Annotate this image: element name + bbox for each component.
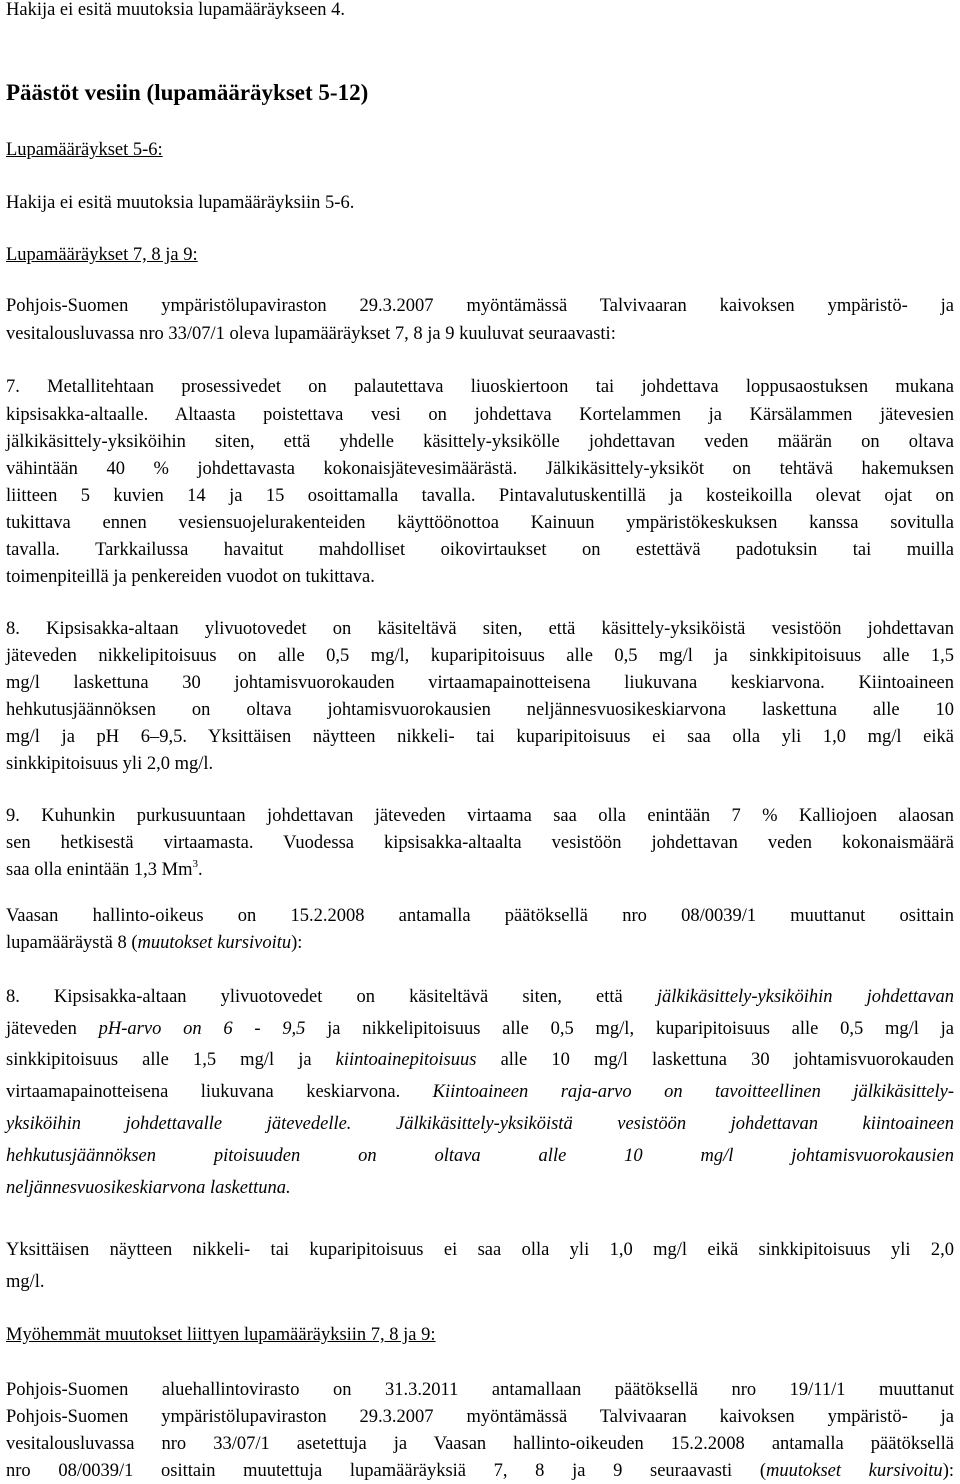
- paragraph-line: [6, 1178, 291, 1199]
- paragraph-line: [6, 860, 203, 881]
- paragraph-line: sinkkipitoisuus yli 2,0 mg/l.: [6, 754, 214, 774]
- paragraph-line: jälkikäsittely-yksiköihin siten, että yhdelle käsittely-yksikölle johdettavan veden määrän on oltava: [6, 432, 954, 452]
- paragraph-line: mg/l ja pH 6–9,5. Yksittäisen näytteen nikkeli- tai kuparipitoisuus ei saa olla yli 1,0 mg/l eikä: [6, 727, 954, 747]
- text-span: nro 08/0039/1 osittain muutettuja lupamääräyksiä 7, 8 ja 9 seuraavasti (: [6, 1461, 767, 1481]
- text-span: ):: [942, 1461, 954, 1481]
- italic-text: pH-arvo on 6 - 9,5: [98, 1019, 306, 1039]
- paragraph-line: toimenpiteillä ja penkereiden vuodot on tukittava.: [6, 567, 375, 587]
- paragraph-line: Vaasan hallinto-oikeus on 15.2.2008 antamalla päätöksellä nro 08/0039/1 muuttanut osittain: [6, 906, 954, 926]
- text-span: sinkkipitoisuus alle 1,5 mg/l ja: [6, 1050, 336, 1070]
- italic-text: muutokset kursivoitu: [766, 1461, 943, 1481]
- paragraph-line: 8. Kipsisakka-altaan ylivuotovedet on käsiteltävä siten, että käsittely-yksiköistä vesistöön johdettavan: [6, 619, 954, 639]
- paragraph-line: [6, 1019, 954, 1040]
- paragraph-line: mg/l laskettuna 30 johtamisvuorokauden virtaamapainotteisena liukuvana keskiarvona. Kiintoaineen: [6, 673, 954, 693]
- text-span: saa olla enintään 1,3 Mm: [6, 860, 193, 880]
- paragraph-line: Pohjois-Suomen ympäristölupaviraston 29.3.2007 myöntämässä Talvivaaran kaivoksen ympäristö- ja: [6, 296, 954, 316]
- text-span: ):: [291, 933, 303, 953]
- subsection-title-5-6: Lupamääräykset 5-6:: [6, 140, 163, 160]
- paragraph-line: [6, 1114, 954, 1135]
- paragraph-line: sen hetkisestä virtaamasta. Vuodessa kipsisakka-altaalta vesistöön johdettavan veden kokonaismäärä: [6, 833, 954, 853]
- text-span: alle 10 mg/l laskettuna 30 johtamisvuorokauden: [476, 1050, 954, 1070]
- paragraph-line: [6, 933, 302, 954]
- paragraph-line: jäteveden nikkelipitoisuus on alle 0,5 mg/l, kuparipitoisuus alle 0,5 mg/l ja sinkkipitoisuus alle 1,5: [6, 646, 954, 666]
- paragraph-line: [6, 1146, 954, 1167]
- subsection-title-7-9: Lupamääräykset 7, 8 ja 9:: [6, 245, 198, 265]
- italic-text: yksiköihin johdettavalle jätevedelle. Jälkikäsittely-yksiköistä vesistöön johdettavan kiintoaineen: [6, 1114, 954, 1134]
- paragraph-line: kipsisakka-altaalle. Altaasta poistettava vesi on johdettava Kortelammen ja Kärsälammen jätevesien: [6, 405, 954, 425]
- paragraph-line: hehkutusjäännöksen on oltava johtamisvuorokausien neljännesvuosikeskiarvona laskettuna alle 10: [6, 700, 954, 720]
- text-span: 8. Kipsisakka-altaan ylivuotovedet on käsiteltävä siten, että: [6, 987, 657, 1007]
- paragraph-line: Pohjois-Suomen ympäristölupaviraston 29.3.2007 myöntämässä Talvivaaran kaivoksen ympäristö- ja: [6, 1407, 954, 1427]
- italic-text: jälkikäsittely-yksiköihin johdettavan: [656, 987, 955, 1007]
- text-span: virtaamapainotteisena liukuvana keskiarvona.: [6, 1082, 433, 1102]
- paragraph-line: tavalla. Tarkkailussa havaitut mahdolliset oikovirtaukset on estettävä padotuksin tai muilla: [6, 540, 954, 560]
- section-heading: Päästöt vesiin (lupamääräykset 5-12): [6, 80, 369, 105]
- text-span: .: [198, 860, 203, 880]
- paragraph-line: [6, 1050, 954, 1071]
- italic-text: muutokset kursivoitu: [137, 933, 292, 953]
- paragraph-line: liitteen 5 kuvien 14 ja 15 osoittamalla tavalla. Pintavalutuskentillä ja kosteikoilla olevat ojat on: [6, 486, 954, 506]
- paragraph-line: vesitalousluvassa nro 33/07/1 oleva lupamääräykset 7, 8 ja 9 kuuluvat seuraavasti:: [6, 324, 616, 344]
- paragraph-line: vähintään 40 % johdettavasta kokonaisjätevesimäärästä. Jälkikäsittely-yksiköt on tehtävä hakemuksen: [6, 459, 954, 479]
- paragraph-line: [6, 987, 954, 1008]
- paragraph-line: [6, 1082, 954, 1103]
- paragraph-line: mg/l.: [6, 1272, 45, 1292]
- paragraph-5-6: Hakija ei esitä muutoksia lupamääräyksiin 5-6.: [6, 193, 355, 213]
- italic-text: kiintoainepitoisuus: [335, 1050, 477, 1070]
- text-span: ja nikkelipitoisuus alle 0,5 mg/l, kuparipitoisuus alle 0,5 mg/l ja: [305, 1019, 955, 1039]
- paragraph-line: vesitalousluvassa nro 33/07/1 asetettuja ja Vaasan hallinto-oikeuden 15.2.2008 antamalla päätöksellä: [6, 1434, 954, 1454]
- superscript: 3: [192, 858, 198, 870]
- paragraph-line: [6, 1461, 954, 1482]
- paragraph-line: 9. Kuhunkin purkusuuntaan johdettavan jäteveden virtaama saa olla enintään 7 % Kalliojoen alaosan: [6, 806, 954, 826]
- paragraph-line: 7. Metallitehtaan prosessivedet on palautettava liuoskiertoon tai johdettava loppusaostuksen mukana: [6, 377, 954, 397]
- paragraph-line: tukittava ennen vesiensuojelurakenteiden käyttöönottoa Kainuun ympäristökeskuksen kanssa sovitulla: [6, 513, 954, 533]
- subsection-title-later: Myöhemmät muutokset liittyen lupamääräyksiin 7, 8 ja 9:: [6, 1325, 436, 1345]
- intro-line: Hakija ei esitä muutoksia lupamääräykseen 4.: [6, 0, 346, 20]
- italic-text: neljännesvuosikeskiarvona laskettuna.: [6, 1178, 291, 1198]
- italic-text: hehkutusjäännöksen pitoisuuden on oltava alle 10 mg/l johtamisvuorokausien: [6, 1146, 954, 1166]
- paragraph-line: Pohjois-Suomen aluehallintovirasto on 31.3.2011 antamallaan päätöksellä nro 19/11/1 muuttanut: [6, 1380, 954, 1400]
- text-span: jäteveden: [6, 1019, 99, 1039]
- text-span: lupamääräystä 8 (: [6, 933, 138, 953]
- paragraph-line: Yksittäisen näytteen nikkeli- tai kuparipitoisuus ei saa olla yli 1,0 mg/l eikä sinkkipitoisuus yli 2,0: [6, 1240, 954, 1260]
- italic-text: Kiintoaineen raja-arvo on tavoitteellinen jälkikäsittely-: [432, 1082, 955, 1102]
